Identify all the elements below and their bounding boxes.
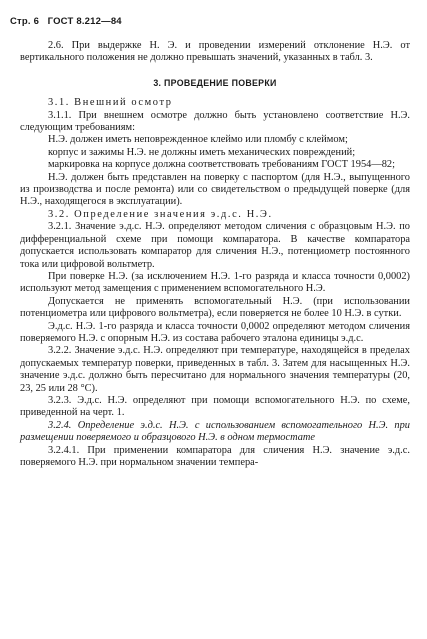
section-heading: 3. ПРОВЕДЕНИЕ ПОВЕРКИ <box>153 77 277 88</box>
document-body <box>20 40 410 469</box>
requirement-marking: маркировка на корпусе должна соответствовать требованиям ГОСТ 1954—82; <box>48 159 395 171</box>
standard-number: ГОСТ 8.212—84 <box>47 16 122 27</box>
paragraph-3-2-2: 3.2.2. Значение э.д.с. Н.Э. определяют при температуре, находящейся в пределах допускаемых температур поверки, приведенных в табл. 3. Затем для насыщенных Н.Э. значение э.д.с. должно быть пересчитано для нормального значения температуры (20, 23, 25 или 28 °С). <box>20 345 410 394</box>
paragraph-3-1-1: 3.1.1. При внешнем осмотре должно быть установлено соответствие Н.Э. следующим требованиям: <box>20 109 410 134</box>
page-header <box>10 16 122 27</box>
paragraph-substitution: При поверке Н.Э. (за исключением Н.Э. 1-го разряда и класса точности 0,0002) используют метод замещения с применением вспомогательного Н.Э. <box>20 270 410 295</box>
requirement-seal: Н.Э. должен иметь неповрежденное клеймо или пломбу с клеймом; <box>48 134 348 146</box>
paragraph-2-6: 2.6. При выдержке Н. Э. и проведении измерений отклонение Н.Э. от вертикального положения не должно превышать значений, указанных в табл. 3. <box>20 40 410 64</box>
requirement-passport: Н.Э. должен быть представлен на поверку с паспортом (для Н.Э., выпущенного из производства и после ремонта) или со свидетельством о предыдущей поверке (для Н.Э., находящегося в эксплуатации). <box>20 171 410 208</box>
paragraph-3-2-4-1: 3.2.4.1. При применении компаратора для сличения Н.Э. значение э.д.с. поверяемого Н.Э. при нормальном значении темпера- <box>20 444 410 468</box>
requirement-case: корпус и зажимы Н.Э. не должны иметь механических повреждений; <box>48 146 356 158</box>
subsection-heading-3-2: 3.2. Определение значения э.д.с. Н.Э. <box>48 208 273 220</box>
paragraph-3-2-1: 3.2.1. Значение э.д.с. Н.Э. определяют методом сличения с образцовым Н.Э. по дифференциальной схеме при помощи компаратора. В качестве компаратора допускается использовать компаратор для сличения Н.Э., потенциометр постоянного тока или цифровой вольтметр. <box>20 221 410 270</box>
paragraph-3-2-4: 3.2.4. Определение э.д.с. Н.Э. с использованием вспомогательного Н.Э. при размещении поверяемого и образцового Н.Э. в одном термостате <box>20 419 410 444</box>
page-number: Стр. 6 <box>10 16 40 27</box>
subsection-heading-3-1: 3.1. Внешний осмотр <box>48 97 173 109</box>
paragraph-3-2-3: 3.2.3. Э.д.с. Н.Э. определяют при помощи вспомогательного Н.Э. по схеме, приведенной на черт. 1. <box>20 394 410 419</box>
paragraph-first-class: Э.д.с. Н.Э. 1-го разряда и класса точности 0,0002 определяют методом сличения поверяемого Н.Э. с опорным Н.Э. из состава рабочего эталона единицы э.д.с. <box>20 320 410 344</box>
paragraph-allowance: Допускается не применять вспомогательный Н.Э. (при использовании потенциометра или цифрового вольтметра), если поверяется не более 10 Н.Э. в сутки. <box>20 295 410 320</box>
